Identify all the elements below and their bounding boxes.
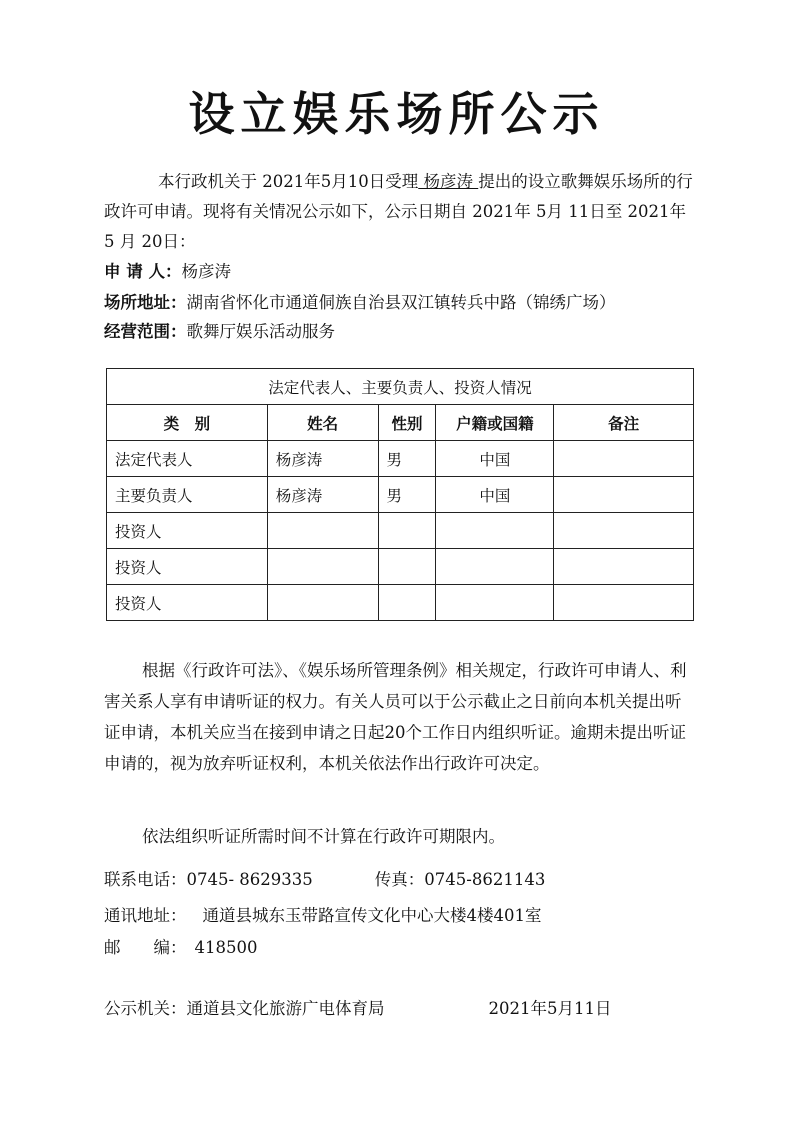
cell-name: 杨彦涛 bbox=[267, 441, 378, 477]
field-value: 杨彦涛 bbox=[181, 262, 231, 281]
cell-name bbox=[267, 513, 378, 549]
cell-name bbox=[267, 549, 378, 585]
cell-nationality: 中国 bbox=[436, 441, 554, 477]
header-notes: 备注 bbox=[554, 405, 694, 441]
table-row bbox=[107, 549, 694, 585]
cell-notes bbox=[554, 441, 694, 477]
address-value: 通道县城东玉带路宣传文化中心大楼4楼401室 bbox=[202, 906, 542, 925]
table-row bbox=[107, 441, 694, 477]
cell-category: 投资人 bbox=[107, 513, 268, 549]
contact-phone-line bbox=[104, 866, 545, 890]
phone-label: 联系电话： bbox=[104, 870, 187, 889]
header-name: 姓名 bbox=[267, 405, 378, 441]
header-gender: 性别 bbox=[378, 405, 436, 441]
org-value: 通道县文化旅游广电体育局 bbox=[186, 999, 385, 1018]
hearing-time-paragraph: 依法组织听证所需时间不计算在行政许可期限内。 bbox=[142, 827, 505, 846]
contact-postcode-line bbox=[104, 934, 258, 958]
cell-notes bbox=[554, 477, 694, 513]
cell-gender: 男 bbox=[378, 441, 436, 477]
intro-paragraph bbox=[104, 167, 694, 257]
cell-gender: 男 bbox=[378, 477, 436, 513]
cell-nationality bbox=[436, 585, 554, 621]
field-address bbox=[104, 289, 616, 313]
page-title: 设立娱乐场所公示 bbox=[188, 87, 605, 141]
table-row bbox=[107, 585, 694, 621]
header-category: 类 别 bbox=[107, 405, 268, 441]
field-value: 歌舞厅娱乐活动服务 bbox=[186, 322, 335, 341]
field-label: 申 请 人： bbox=[104, 262, 182, 281]
field-value: 湖南省怀化市通道侗族自治县双江镇转兵中路（锦绣广场） bbox=[186, 293, 616, 312]
cell-notes bbox=[554, 585, 694, 621]
header-nationality: 户籍或国籍 bbox=[436, 405, 554, 441]
fax-label: 传真： bbox=[374, 870, 425, 889]
cell-nationality bbox=[436, 513, 554, 549]
fax-value: 0745-8621143 bbox=[424, 870, 546, 889]
cell-gender bbox=[378, 513, 436, 549]
hearing-paragraph: 根据《行政许可法》、《娱乐场所管理条例》相关规定，行政许可申请人、利害关系人享有申请听证的权力。有关人员可以于公示截止之日前向本机关提出听证申请，本机关应当在接到申请之日起20个工作日内组织听证。逾期未提出听证申请的，视为放弃听证权利，本机关依法作出行政许可决定。 bbox=[104, 661, 687, 773]
contact-address-line bbox=[104, 902, 542, 926]
cell-name: 杨彦涛 bbox=[267, 477, 378, 513]
cell-name bbox=[267, 585, 378, 621]
cell-category: 投资人 bbox=[107, 549, 268, 585]
intro-applicant: 杨彦涛 bbox=[418, 172, 479, 191]
cell-gender bbox=[378, 549, 436, 585]
cell-nationality: 中国 bbox=[436, 477, 554, 513]
org-label: 公示机关： bbox=[104, 999, 187, 1018]
table-row bbox=[107, 513, 694, 549]
table-caption: 法定代表人、主要负责人、投资人情况 bbox=[107, 369, 694, 405]
footer-date: 2021年5月11日 bbox=[488, 999, 612, 1018]
intro-text-2: 提出的设立歌舞娱乐场所的行政许可申请。现将有关情况公示如下，公示日期自 2021年 5月 11日至 2021年 5 月 20日： bbox=[104, 172, 693, 251]
postcode-label: 邮 编： bbox=[104, 938, 187, 957]
table-row bbox=[107, 477, 694, 513]
cell-category: 法定代表人 bbox=[107, 441, 268, 477]
intro-text-1: 本行政机关于 2021年5月10日受理 bbox=[158, 172, 419, 191]
cell-category: 主要负责人 bbox=[107, 477, 268, 513]
phone-value: 0745- 8629335 bbox=[186, 870, 313, 889]
cell-nationality bbox=[436, 549, 554, 585]
field-label: 场所地址： bbox=[104, 293, 187, 312]
cell-notes bbox=[554, 549, 694, 585]
field-applicant bbox=[104, 258, 231, 282]
postcode-value: 418500 bbox=[194, 938, 258, 957]
table-header-row bbox=[107, 405, 694, 441]
field-label: 经营范围： bbox=[104, 322, 187, 341]
address-label: 通讯地址： bbox=[104, 906, 187, 925]
footer-line bbox=[104, 995, 612, 1019]
cell-gender bbox=[378, 585, 436, 621]
field-scope bbox=[104, 318, 335, 342]
persons-table bbox=[106, 368, 694, 621]
cell-notes bbox=[554, 513, 694, 549]
cell-category: 投资人 bbox=[107, 585, 268, 621]
